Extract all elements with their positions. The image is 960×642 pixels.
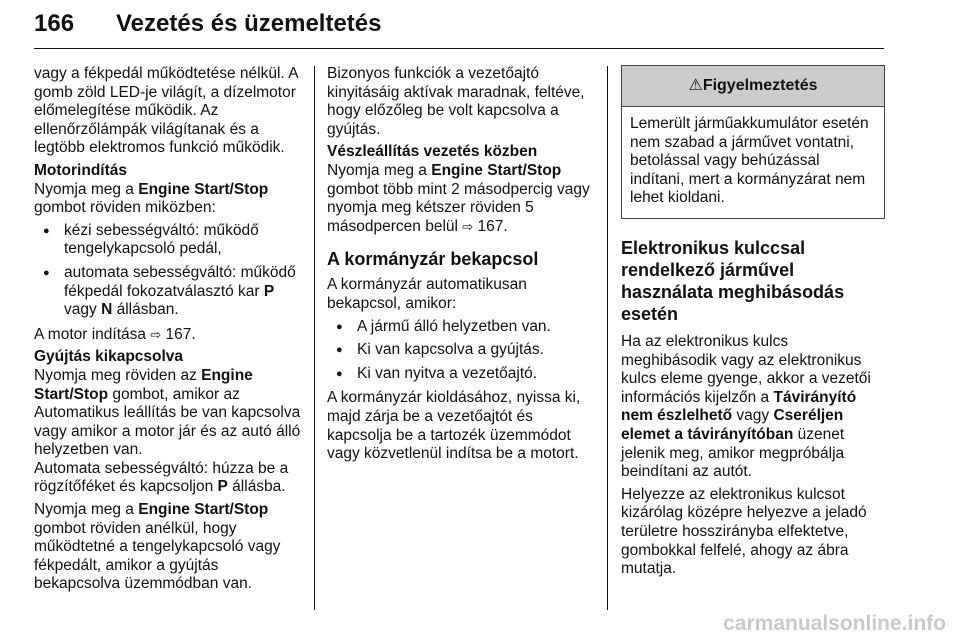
warning-header xyxy=(622,66,884,107)
list-item: ● automata sebességváltó: működő fékpedál fokozatválasztó kar P vagy N állásban. xyxy=(34,264,302,320)
column-2 xyxy=(327,65,599,468)
page-ref-arrow-icon: ⇨ xyxy=(150,326,162,342)
page-header xyxy=(34,4,884,46)
paragraph-key-position: Helyezze az elektronikus kulcsot kizárólag középre helyezve a jeladó területre hosszirányba elfektetve, gombokkal felfelé, ahogy az ábra mutatja. xyxy=(621,485,867,578)
steering-lock-list xyxy=(327,318,599,384)
paragraph-emergency-stop: Nyomja meg a Engine Start/Stop gombot több mint 2 másodpercig vagy nyomja meg kétszer röviden 5 másodpercen belül ⇨ 167. xyxy=(327,161,590,235)
subheading-ignition-off: Gyújtás kikapcsolva xyxy=(34,348,184,366)
reference-engine-start: A motor indítása ⇨ 167. xyxy=(34,325,196,343)
list-item: ● A jármű álló helyzetben van. xyxy=(327,318,599,337)
paragraph-key-failure: Ha az elektronikus kulcs meghibásodik vagy az elektronikus kulcs eleme gyenge, akkor a vezetői információs kijelzőn a Távirányító nem észlelhető vagy Cseréljen elemet a távirányítóban üzenet jelenik meg, amikor megpróbálja beindítani az autót. xyxy=(621,332,871,481)
engine-start-list xyxy=(34,222,302,320)
warning-triangle-icon: ⚠ xyxy=(688,77,703,94)
column-divider-2 xyxy=(607,66,608,610)
paragraph-press-briefly: Nyomja meg a Engine Start/Stop gombot röviden anélkül, hogy működtetné a tengelykapcsoló vagy fékpedált, amikor a gyújtás bekapcsolva üzemmódban van. xyxy=(34,501,281,593)
page-ref-arrow-icon: ⇨ xyxy=(462,218,474,234)
heading-steering-lock: A kormányzár bekapcsol xyxy=(327,249,539,270)
subheading-emergency-stop: Vészleállítás vezetés közben xyxy=(327,143,538,161)
paragraph-steering-release: A kormányzár kioldásához, nyissa ki, majd zárja be a vezetőajtót és kapcsolja be a tartozék üzemmódot vagy közvetlenül indítsa be a motort. xyxy=(327,389,581,463)
subheading-engine-start: Motorindítás xyxy=(34,161,127,179)
column-1 xyxy=(34,65,302,598)
warning-text: Lemerült járműakkumulátor esetén nem szabad a járművet vontatni, betolással vagy behúzással indítani, mert a kormányzárat nem lehet kioldani. xyxy=(630,115,869,207)
warning-title: Figyelmeztetés xyxy=(702,77,818,94)
list-item: ● kézi sebességváltó: működő tengelykapcsoló pedál, xyxy=(34,222,302,259)
page-title: Vezetés és üzemeltetés xyxy=(116,10,382,37)
paragraph-ignition-off: Nyomja meg röviden az Engine Start/Stop gombot, amikor az Automatikus leállítás be van kapcsolva vagy amikor a motor jár és az autó álló helyzetben van. xyxy=(34,366,301,459)
heading-key-failure: Elektronikus kulccsal rendelkező járművel használata meghibásodás esetén xyxy=(621,237,845,324)
header-rule xyxy=(34,48,884,49)
paragraph-intro: vagy a fékpedál működtetése nélkül. A gomb zöld LED-je világít, a dízelmotor előmelegítése működik. Az ellenőrzőlámpák világítanak és a legtöbb elektromos funkció működik. xyxy=(34,65,298,157)
page-number: 166 xyxy=(34,10,75,37)
list-item: ● Ki van kapcsolva a gyújtás. xyxy=(327,341,599,360)
column-3 xyxy=(621,65,883,583)
paragraph-steering-intro: A kormányzár automatikusan bekapcsol, amikor: xyxy=(327,276,527,312)
list-item: ● Ki van nyitva a vezetőajtó. xyxy=(327,365,599,384)
paragraph-automatic: Automata sebességváltó: húzza be a rögzítőféket és kapcsoljon P állásba. xyxy=(34,459,289,496)
paragraph-functions: Bizonyos funkciók a vezetőajtó kinyitásáig aktívak maradnak, feltéve, hogy előzőleg be volt kapcsolva a gyújtás. xyxy=(327,65,585,138)
warning-box xyxy=(621,65,885,219)
paragraph-engine-start: Nyomja meg a Engine Start/Stop gombot röviden miközben: xyxy=(34,180,269,217)
column-divider-1 xyxy=(314,66,315,610)
watermark: carmanualsonline.info xyxy=(723,612,946,635)
